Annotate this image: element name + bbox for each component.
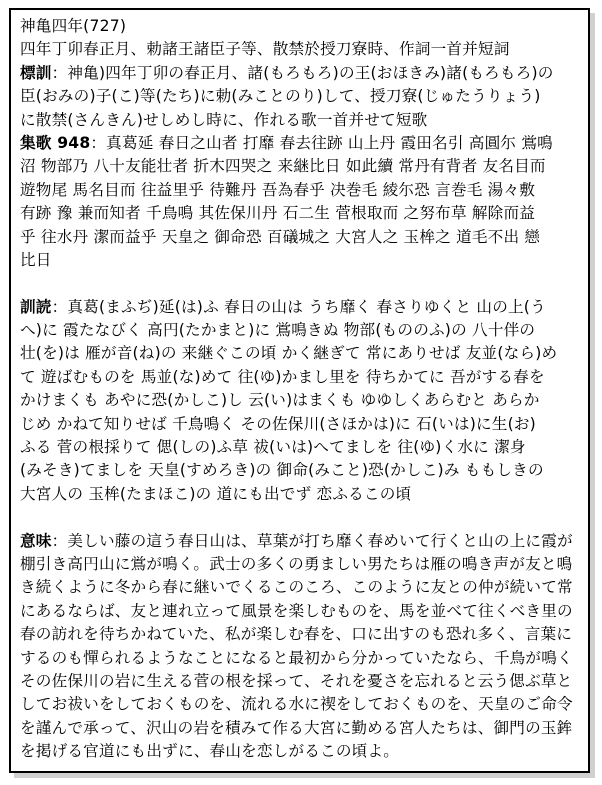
shuka-label: 集歌 948 — [20, 133, 91, 152]
imi-line: 意味：美しい藤の這う春日山は、草葉が打ち靡く春めいて行くと山の上に霞が — [20, 531, 573, 550]
hyoki-label: 標訓 — [20, 63, 52, 82]
kundoku-line: 大宮人の 玉桙(たまほこ)の 道にも出でず 恋ふるこの頃 — [20, 484, 412, 503]
imi-line: き続くように冬から春に継いでくるこのころ、このように友との仲が続いて常 — [20, 578, 573, 597]
kundoku-label: 訓読 — [20, 297, 52, 316]
shuka-line: 有跡 豫 兼而知者 千鳥鳴 其佐保川丹 石二生 菅根取而 之努布草 解除而益 — [20, 204, 536, 223]
shuka-line: 集歌 948：真葛延 春日之山者 打靡 春去往跡 山上丹 霞田名引 高圓尓 鴬鳴 — [20, 133, 553, 152]
shuka-line: 遊物尾 馬名目而 往益里乎 待難丹 吾為春乎 决巻毛 綾尓恐 言巻毛 湯々敷 — [20, 180, 536, 199]
section-gap — [20, 506, 582, 529]
document-frame — [9, 8, 590, 773]
kundoku-line: 訓読：真葛(まふぢ)延(は)ふ 春日の山は うち靡く 春さりゆくと 山の上(う — [20, 297, 546, 316]
kundoku-line: かけまくも あやに恐(かしこ)し 云(い)はまくも ゆゆしくあらむと あらか — [20, 391, 540, 410]
shuka-line: 沼 物部乃 八十友能壮者 折木四哭之 来継比日 如此續 常丹有背者 友名目而 — [20, 157, 546, 176]
imi-label: 意味 — [20, 531, 52, 550]
poem-preface: 四年丁卯春正月、勅諸王諸臣子等、散禁於授刀寮時、作詞一首并短詞 — [20, 40, 510, 59]
kundoku-line: へ)に 霞たなびく 高円(たかまと)に 鴬鳴きぬ 物部(もののふ)の 八十伴の — [20, 321, 536, 340]
section-gap — [20, 272, 582, 295]
imi-line: してお祓いをしておくものを、流れる水に禊をしておくものを、天皇のご命令 — [20, 695, 573, 714]
hyoki-line: 標訓：神亀)四年丁卯の春正月、諸(もろもろ)の王(おほきみ)諸(もろもろ)の — [20, 63, 554, 82]
kundoku-line: て 遊ばむものを 馬並(な)めて 往(ゆ)かまし里を 待ちかてに 吾がする春を — [20, 367, 545, 386]
kundoku-line: ふる 菅の根採りて 偲(しの)ふ草 祓(いは)へてましを 往(ゆ)く水に 潔身 — [20, 438, 526, 457]
shuka-line: 比日 — [20, 250, 52, 269]
shuka-line: 乎 往水丹 潔而益乎 天皇之 御命恐 百礒城之 大宮人之 玉桙之 道毛不出 戀 — [20, 227, 541, 246]
imi-line: 春の訪れを待ちかねていた、私が楽しむ春を、口に出すのも恐れ多く、言葉に — [20, 625, 573, 644]
poem-title: 神亀四年(727) — [20, 17, 127, 35]
imi-line: を謹んで承って、沢山の岩を積みて作る大宮に勤める宮人たちは、御門の玉鉾 — [20, 718, 573, 737]
imi-line: その佐保川の岩に生える菅の根を採って、それを憂さを忘れると云う偲ぶ草と — [20, 671, 573, 690]
kundoku-line: じめ かねて知りせば 千鳥鳴く その佐保川(さほかは)に 石(いは)に生(お) — [20, 414, 536, 433]
imi-line: 棚引き高円山に鴬が鳴く。武士の多くの勇ましい男たちは雁の鳴き声が友と鳴 — [20, 554, 573, 573]
kundoku-line: (みそき)てましを 天皇(すめろき)の 御命(みこと)恐(かしこ)み ももしきの — [20, 461, 544, 480]
hyoki-line: に散禁(さんきん)せしめし時に、作れる歌一首并せて短歌 — [20, 110, 428, 129]
imi-line: するのも憚られるようなことになると最初から分かっていたなら、千鳥が鳴く — [20, 648, 573, 667]
imi-line: にあるならば、友と連れ立って風景を楽しむものを、馬を並べて往くべき里の — [20, 601, 573, 620]
kundoku-line: 壮(を)は 雁が音(ね)の 来継ぐこの頃 かく継ぎて 常にありせば 友並(なら)め — [20, 344, 558, 363]
imi-line: を掲げる官道にも出ずに、春山を恋しがるこの頃よ。 — [20, 742, 400, 761]
document-content — [20, 15, 582, 764]
hyoki-line: 臣(おみの)子(こ)等(たち)に勅(みことのり)して、授刀寮(じゅたうりょう) — [20, 87, 541, 106]
